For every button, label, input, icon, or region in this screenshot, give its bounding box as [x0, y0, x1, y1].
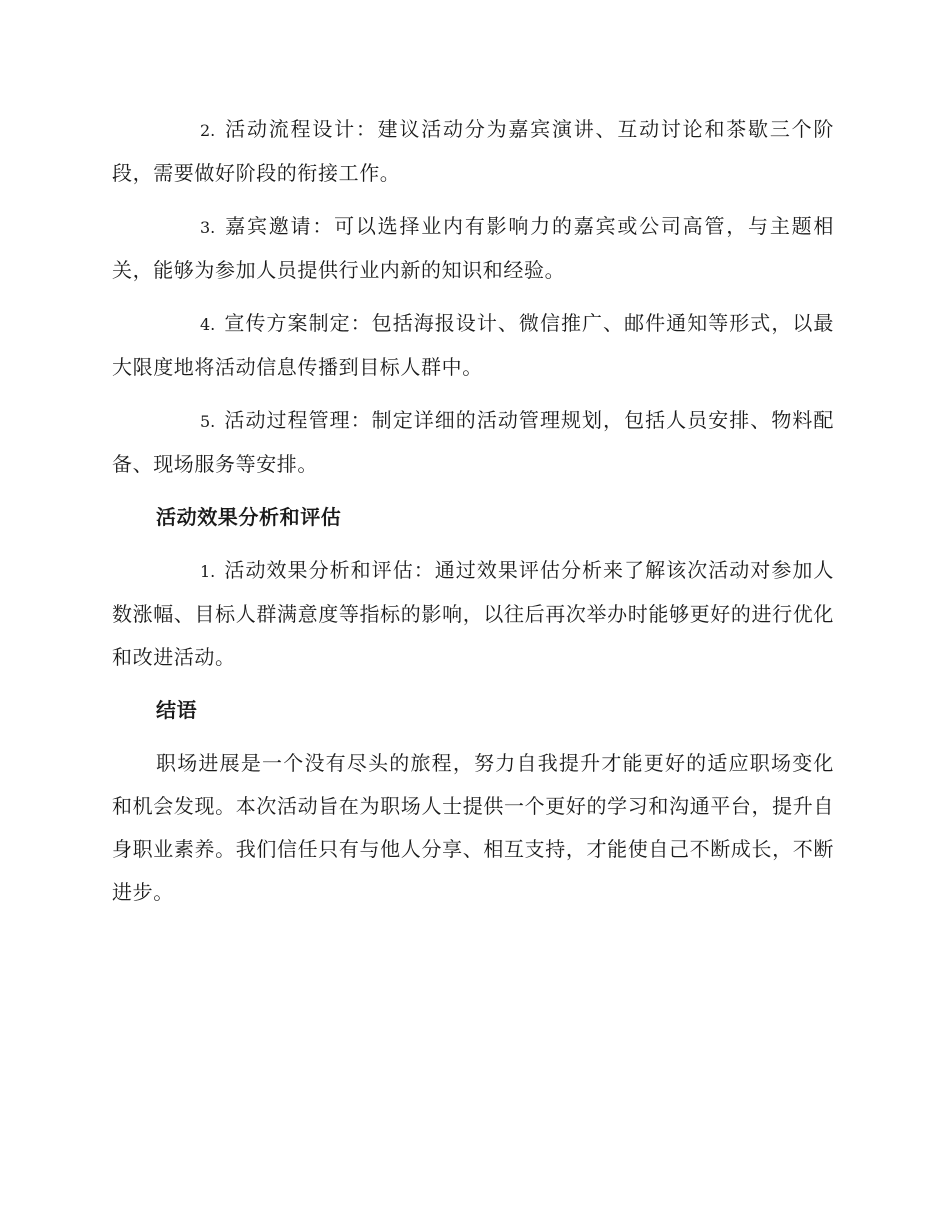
- list-item-text: 嘉宾邀请：可以选择业内有影响力的嘉宾或公司高管，与主题相关，能够为参加人员提供行业内新的知识和经验。: [112, 214, 834, 282]
- list-item-text: 活动效果分析和评估：通过效果评估分析来了解该次活动对参加人数涨幅、目标人群满意度等指标的影响，以往后再次举办时能够更好的进行优化和改进活动。: [112, 558, 834, 669]
- list-number: 2.: [200, 121, 216, 140]
- section-heading-evaluation: 活动效果分析和评估: [156, 505, 342, 529]
- list-item-text: 活动流程设计：建议活动分为嘉宾演讲、互动讨论和茶歇三个阶段，需要做好阶段的衔接工作。: [112, 117, 834, 185]
- list-item-process-4: [112, 302, 834, 389]
- list-number: 3.: [200, 218, 216, 237]
- list-number: 5.: [200, 412, 216, 431]
- list-number: 4.: [200, 315, 216, 334]
- list-item-process-5: [112, 399, 834, 486]
- section-heading-conclusion: 结语: [156, 698, 198, 722]
- list-item-text: 活动过程管理：制定详细的活动管理规划，包括人员安排、物料配备、现场服务等安排。: [112, 408, 834, 476]
- list-number: 1.: [200, 562, 216, 581]
- list-item-text: 宣传方案制定：包括海报设计、微信推广、邮件通知等形式，以最大限度地将活动信息传播到目标人群中。: [112, 311, 834, 379]
- list-item-process-2: [112, 108, 834, 195]
- list-item-process-3: [112, 205, 834, 292]
- conclusion-paragraph: 职场进展是一个没有尽头的旅程，努力自我提升才能更好的适应职场变化和机会发现。本次活动旨在为职场人士提供一个更好的学习和沟通平台，提升自身职业素养。我们信任只有与他人分享、相互支持，才能使自己不断成长，不断进步。: [112, 751, 834, 904]
- document-body: [112, 108, 834, 914]
- list-item-evaluation-1: [112, 549, 834, 679]
